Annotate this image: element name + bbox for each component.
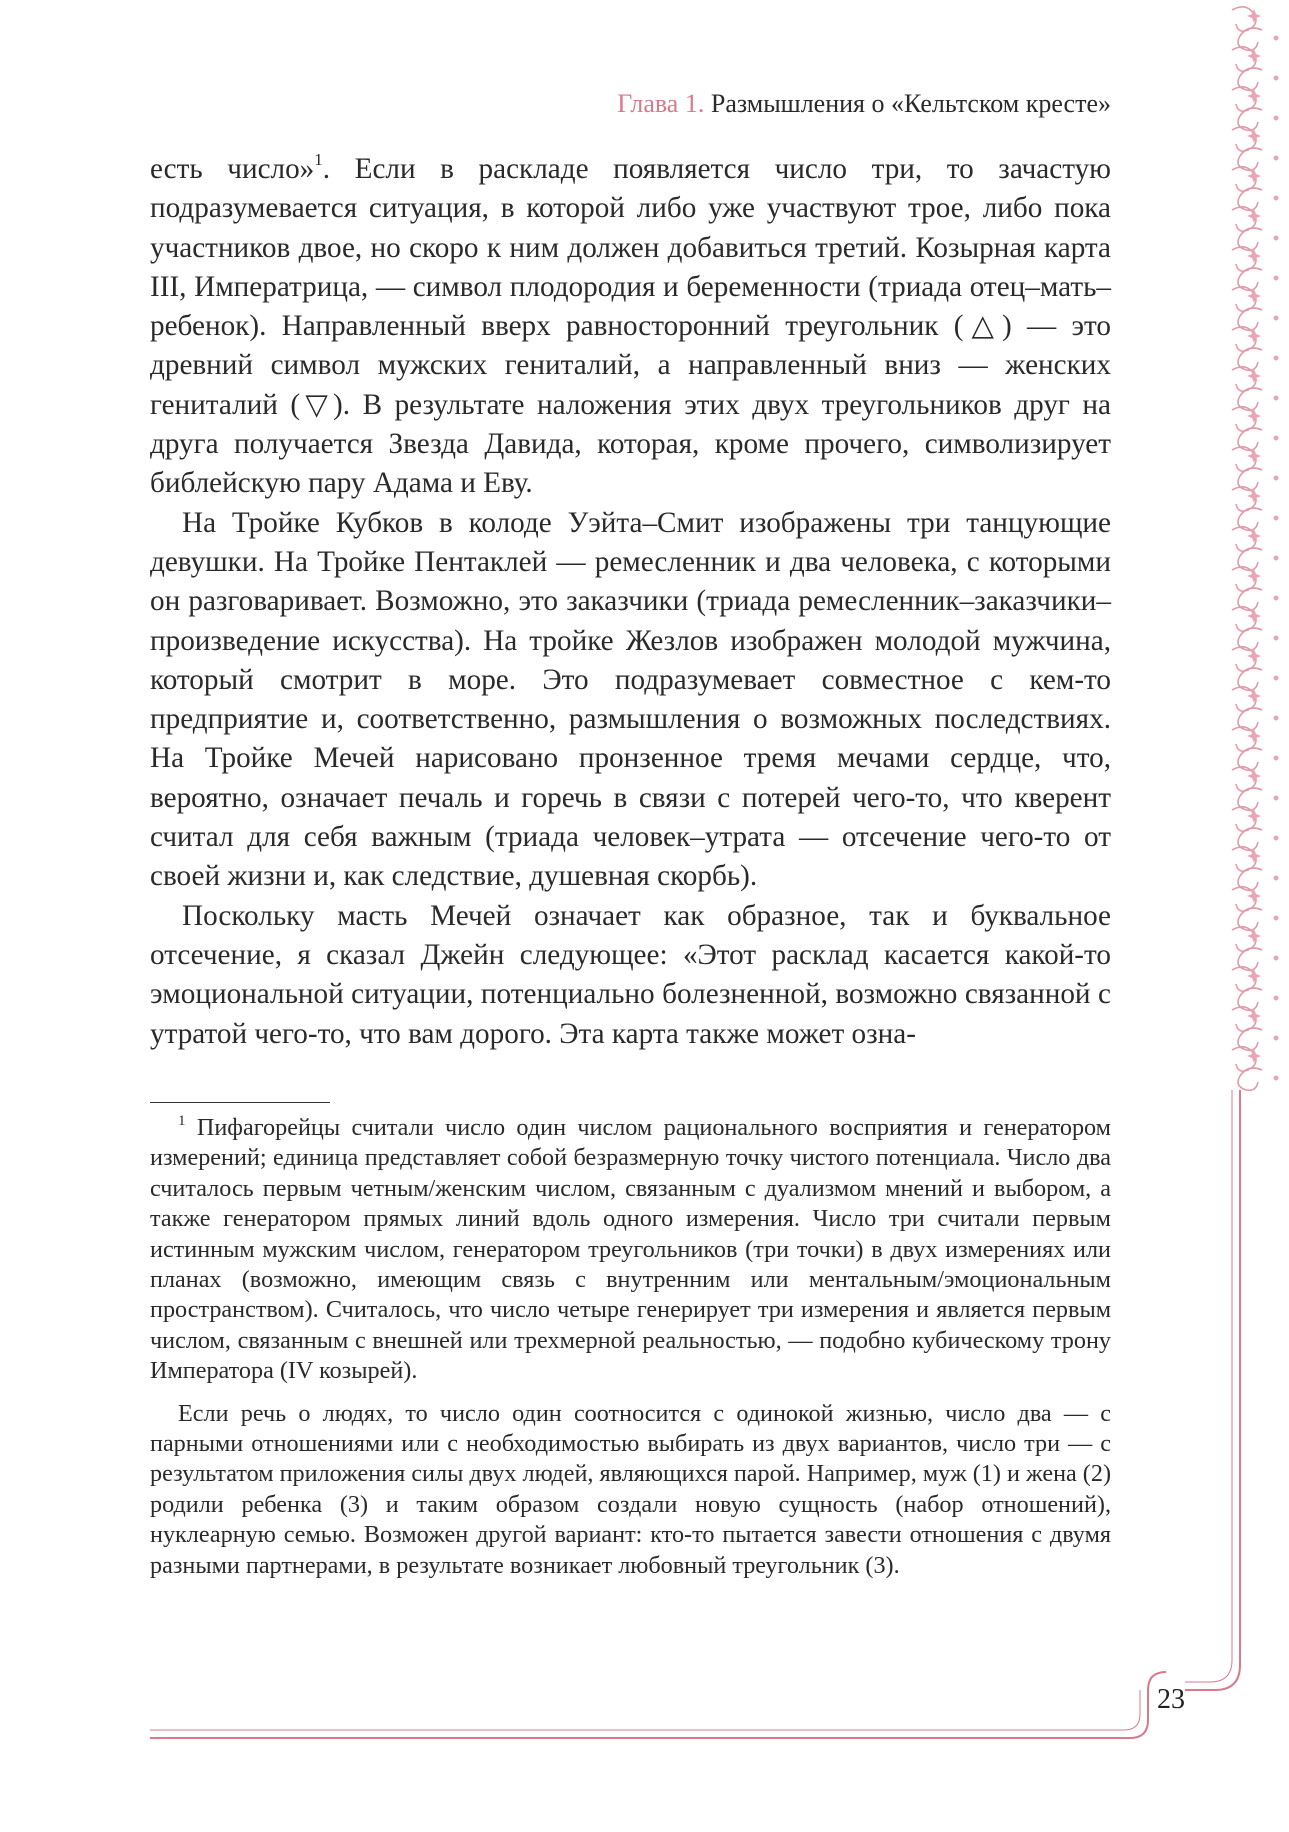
chapter-label: Глава 1.: [617, 89, 705, 118]
footnote-continuation: Если речь о людях, то число один соотносится с одинокой жизнью, число два — с парными отношениями или с необходимостью выбирать из двух вариантов, число три — с результатом приложения силы двух людей, являющихся парой. Например, муж (1) и жена (2) родили ребенка (3) и таким образом создали новую сущность (набор отношений), нуклеарную семью. Возможен другой вариант: кто-то пытается завести отношения с двумя разными партнерами, в результате возникает любовный треугольник (3).: [150, 1399, 1112, 1579]
footnote-divider: [150, 1102, 330, 1103]
page-number: 23: [1157, 1684, 1185, 1715]
paragraph: На Тройке Кубков в колоде Уэйта–Смит изображены три танцующие девушки. На Тройке Пентаклей — ремесленник и два человека, с которыми он разговаривает. Возможно, это заказчики (триада ремесленник–заказчики–произведение искусства). На тройке Жезлов изображен молодой мужчина, который смотрит в море. Это подразумевает совместное с кем-то предприятие и, соответственно, размышления о возможных последствиях. На Тройке Мечей нарисовано пронзенное тремя мечами сердце, что, вероятно, означает печаль и горечь в связи с потерей чего-то, что кверент считал для себя важным (триада человек–утрата — отсечение чего-то от своей жизни и, как следствие, душевная скорбь).: [150, 506, 1111, 893]
chapter-title: Размышления о «Кельтском кресте»: [710, 89, 1111, 118]
running-header: [617, 88, 1111, 120]
paragraph: есть число»$^1$. Если в раскладе появляется число три, то зачастую подразумевается ситуация, в которой либо уже участвуют трое, либо пока участников двое, но скоро к ним должен добавиться третий. Козырная карта III, Императрица, — символ плодородия и беременности (триада отец–мать–ребенок). Направленный вверх равносторонний треугольник (△) — это древний символ мужских гениталий, а направленный вниз — женских гениталий (▽). В результате наложения этих двух треугольников друг на друга получается Звезда Давида, которая, кроме прочего, символизирует библейскую пару Адама и Еву.: [150, 150, 1111, 500]
main-text: [150, 150, 1111, 1054]
paragraph: Поскольку масть Мечей означает как образное, так и буквальное отсечение, я сказал Джейн следующее: «Этот расклад касается какой-то эмоциональной ситуации, потенциально болезненной, возможно связанной с утратой чего-то, что вам дорого. Эта карта также может озна-: [150, 899, 1111, 1050]
footnote-marker: 1: [178, 1113, 186, 1129]
footnote-reference[interactable]: 1: [314, 150, 323, 169]
footnotes: [150, 1113, 1111, 1581]
footnote: $^1$ Пифагорейцы считали число один числом рационального восприятия и генератором измерений; единица представляет собой безразмерную точку чистого потенциала. Число два считалось первым четным/женским числом, связанным с дуализмом мнений и выбором, а также генератором прямых линий вдоль одного измерения. Число три считали первым истинным мужским числом, генератором треугольников (три точки) в двух измерениях или планах (возможно, имеющим связь с внутренним или ментальным/эмоциональным пространством). Считалось, что число четыре генерирует три измерения и является первым числом, связанным с внешней или трехмерной реальностью, — подобно кубическому трону Императора (IV козырей).: [150, 1113, 1111, 1385]
